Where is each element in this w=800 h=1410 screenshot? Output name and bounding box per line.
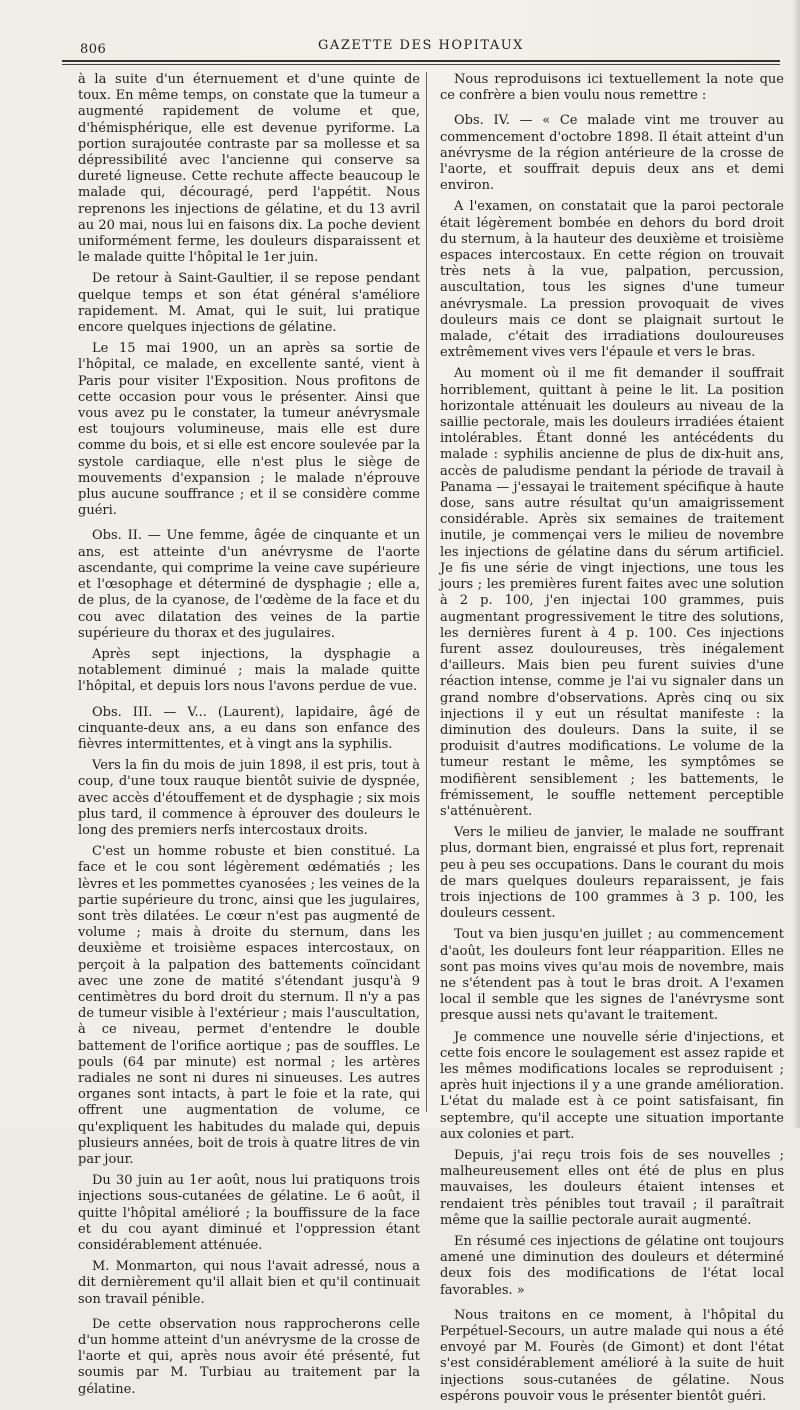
right-column bbox=[440, 72, 784, 1410]
observation-heading-paragraph: Obs. II. — Une femme, âgée de cinquante et un ans, est atteinte d'un anévrysme de l'aorte ascendante, qui comprime la veine cave supérieure et l'œsophage et déterminé de dysphagie ; elle a, de plus, de la cyanose, de l'œdème de la face et du cou avec dilatation des veines de la partie supérieure du thorax et des jugulaires. bbox=[78, 528, 420, 641]
paragraph: A l'examen, on constatait que la paroi pectorale était légèrement bombée en dehors du bord droit du sternum, à la hauteur des deuxième et troisième espaces intercostaux. En cette région on trouvait très nets à la vue, palpation, percussion, auscultation, tous les signes d'une tumeur anévrysmale. La pression provoquait de vives douleurs mais ce dont se plaignait surtout le malade, c'était des irradiations douloureuses extrêmement vives vers l'épaule et vers le bras. bbox=[440, 199, 784, 361]
paragraph: Vers le milieu de janvier, le malade ne souffrant plus, dormant bien, engraissé et plus fort, reprenait peu à peu ses occupations. Dans le courant du mois de mars quelques douleurs reparaissent, je fais trois injections de 100 grammes à 3 p. 100, les douleurs cessent. bbox=[440, 825, 784, 922]
page-header bbox=[62, 34, 780, 56]
left-column bbox=[78, 72, 420, 1403]
paragraph: Le 15 mai 1900, un an après sa sortie de l'hôpital, ce malade, en excellente santé, vient à Paris pour visiter l'Exposition. Nous profitons de cette occasion pour vous le présenter. Ainsi que vous avez pu le constater, la tumeur anévrysmale est toujours volumineuse, mais elle est dure comme du bois, et si elle est encore soulevée par la systole cardiaque, elle n'est plus le siège de mouvements d'expansion ; le malade n'éprouve plus aucune souffrance ; et il se considère comme guéri. bbox=[78, 341, 420, 519]
column-divider bbox=[426, 72, 427, 1112]
paragraph: Vers la fin du mois de juin 1898, il est pris, tout à coup, d'une toux rauque bientôt suivie de dyspnée, avec accès d'étouffement et de dysphagie ; six mois plus tard, il commence à éprouver des douleurs le long des premiers nerfs intercostaux droits. bbox=[78, 758, 420, 838]
observation-heading-paragraph: Obs. IV. — « Ce malade vint me trouver au commencement d'octobre 1898. Il était atteint d'un anévrysme de la région antérieure de la crosse de l'aorte, et souffrait depuis deux ans et demi environ. bbox=[440, 113, 784, 194]
paragraph: Après sept injections, la dysphagie a notablement diminué ; mais la malade quitte l'hôpital, et depuis lors nous l'avons perdue de vue. bbox=[78, 646, 420, 695]
running-title: GAZETTE DES HOPITAUX bbox=[318, 38, 524, 53]
paragraph: En résumé ces injections de gélatine ont toujours amené une diminution des douleurs et déterminé deux fois des modifications de l'état local favorables. » bbox=[440, 1234, 784, 1298]
observation-heading-paragraph: Obs. III. — V... (Laurent), lapidaire, âgé de cinquante-deux ans, a eu dans son enfance des fièvres intermittentes, et à vingt ans la syphilis. bbox=[78, 704, 420, 752]
paragraph: Je commence une nouvelle série d'injections, et cette fois encore le soulagement est assez rapide et les mêmes modifications locales se reproduisent ; après huit injections il y a une grande amélioration. L'état du malade est à ce point satisfaisant, fin septembre, qu'il accepte une situation importante aux colonies et part. bbox=[440, 1029, 784, 1142]
header-rule-thin bbox=[62, 64, 780, 65]
paragraph: M. Monmarton, qui nous l'avait adressé, nous a dit dernièrement qu'il allait bien et qu'il continuait son travail pénible. bbox=[78, 1259, 420, 1307]
paragraph: De cette observation nous rapprocherons celle d'un homme atteint d'un anévrysme de la crosse de l'aorte et qui, après nous avoir été présenté, fut soumis par M. Turbiau au traitement par la gélatine. bbox=[78, 1316, 420, 1397]
header-rule-thick bbox=[62, 60, 780, 62]
paragraph: Du 30 juin au 1er août, nous lui pratiquons trois injections sous-cutanées de gélatine. Le 6 août, il quitte l'hôpital amélioré ; la bouffissure de la face et du cou ayant diminué et l'oppression étant considérablement atténuée. bbox=[78, 1173, 420, 1254]
paragraph: à la suite d'un éternuement et d'une quinte de toux. En même temps, on constate que la tumeur a augmenté rapidement de volume et que, d'hémisphérique, elle est devenue pyriforme. La portion surajoutée contraste par sa mollesse et sa dépressibilité avec l'ancienne qui conserve sa dureté ligneuse. Cette rechute affecte beaucoup le malade qui, découragé, perd l'appétit. Nous reprenons les injections de gélatine, et du 13 avril au 20 mai, nous lui en faisons dix. La poche devient uniformément ferme, les douleurs disparaissent et le malade quitte l'hôpital le 1er juin. bbox=[78, 72, 420, 266]
paragraph: Nous traitons en ce moment, à l'hôpital du Perpétuel-Secours, un autre malade qui nous a été envoyé par M. Fourès (de Gimont) et dont l'état s'est considérablement amélioré à la suite de huit injections sous-cutanées de gélatine. Nous espérons pouvoir vous le présenter bientôt guéri. bbox=[440, 1307, 784, 1404]
paragraph: De retour à Saint-Gaultier, il se repose pendant quelque temps et son état général s'améliore rapidement. M. Amat, qui le suit, lui pratique encore quelques injections de gélatine. bbox=[78, 271, 420, 336]
page-number: 806 bbox=[80, 42, 107, 57]
paragraph: Au moment où il me fit demander il souffrait horriblement, quittant à peine le lit. La position horizontale atténuait les douleurs au niveau de la saillie pectorale, mais les douleurs irradiées étaient intolérables. Étant donné les antécédents du malade : syphilis ancienne de plus de dix-huit ans, accès de paludisme pendant la période de travail à Panama — j'essayai le traitement spécifique à haute dose, sans autre résultat qu'un amaigrissement considérable. Après six semaines de traitement inutile, je commençai vers le milieu de novembre les injections de gélatine dans du sérum artificiel. Je fis une série de vingt injections, une tous les jours ; les premières furent faites avec une solution à 2 p. 100, j'en injectai 100 grammes, puis augmentant progressivement le titre des solutions, les dernières furent à 4 p. 100. Ces injections furent assez douloureuses, très inégalement d'ailleurs. Mais bien peu furent suivies d'une réaction intense, comme je l'ai vu signaler dans un grand nombre d'observations. Après cinq ou six injections il y eut un résultat manifeste : la diminution des douleurs. Dans la suite, il se produisit d'autres modifications. Le volume de la tumeur restant le même, les symptômes se modifièrent sensiblement ; les battements, le frémissement, le souffle nettement perceptible s'atténuèrent. bbox=[440, 366, 784, 819]
paragraph: Depuis, j'ai reçu trois fois de ses nouvelles ; malheureusement elles ont été de plus en plus mauvaises, les douleurs étaient intenses et rendaient très pénibles tout travail ; il paraîtrait même que la saillie pectorale aurait augmenté. bbox=[440, 1148, 784, 1228]
paragraph: Nous reproduisons ici textuellement la note que ce confrère a bien voulu nous remettre : bbox=[440, 72, 784, 104]
page-edge-shadow bbox=[792, 0, 800, 1128]
paragraph: Tout va bien jusqu'en juillet ; au commencement d'août, les douleurs font leur réapparition. Elles ne sont pas moins vives qu'au mois de novembre, mais ne s'étendent pas à tout le bras droit. A l'examen local il semble que les signes de l'anévrysme sont presque aussi nets qu'avant le traitement. bbox=[440, 927, 784, 1024]
paragraph: C'est un homme robuste et bien constitué. La face et le cou sont légèrement œdématiés ; les lèvres et les pommettes cyanosées ; les veines de la partie supérieure du tronc, ainsi que les jugulaires, sont très dilatées. Le cœur n'est pas augmenté de volume ; mais à droite du sternum, dans les deuxième et troisième espaces intercostaux, on perçoit à la palpation des battements coïncidant avec une zone de matité s'étendant jusqu'à 9 centimètres du bord droit du sternum. Il n'y a pas de tumeur visible à l'extérieur ; mais l'auscultation, à ce niveau, permet d'entendre le double battement de l'orifice aortique ; pas de souffles. Le pouls (64 par minute) est normal ; les artères radiales ne sont ni dures ni sinueuses. Les autres organes sont intacts, à part le foie et la rate, qui offrent une augmentation de volume, ce qu'expliquent les habitudes du malade qui, depuis plusieurs années, boit de trois à quatre litres de vin par jour. bbox=[78, 844, 420, 1167]
